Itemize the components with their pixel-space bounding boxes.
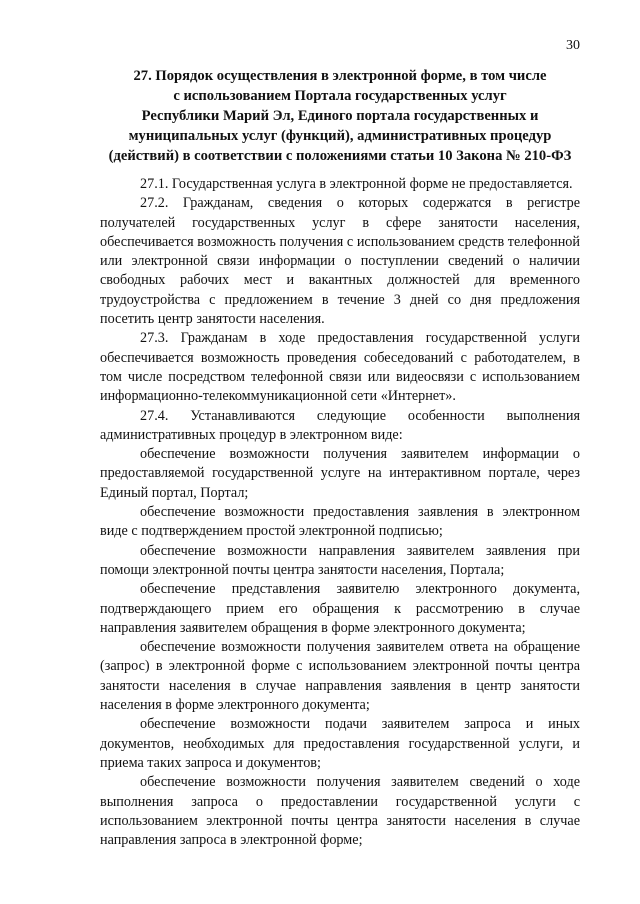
page-number: 30: [566, 38, 580, 53]
list-item: обеспечение возможности направления заявителем заявления при помощи электронной почты центра занятости населения, Портала;: [100, 542, 580, 578]
body-text: [100, 175, 580, 850]
list-item: обеспечение возможности получения заявителем информации о предоставляемой государственной услуге на интерактивном портале, через Единый портал, Портал;: [100, 446, 580, 501]
list-item: обеспечение возможности предоставления заявления в электронном виде с подтверждением простой электронной подписью;: [100, 504, 580, 540]
list-item: обеспечение представления заявителю электронного документа, подтверждающего прием его обращения к рассмотрению в случае направления заявителем обращения в форме электронного документа;: [100, 581, 580, 636]
heading-line: 27. Порядок осуществления в электронной форме, в том числе: [133, 68, 547, 84]
list-item: обеспечение возможности получения заявителем ответа на обращение (запрос) в электронной форме с использованием электронной почты центра занятости населения в случае направления заявления в центр занятости населения в форме электронного документа;: [100, 639, 580, 714]
list-item: обеспечение возможности получения заявителем сведений о ходе выполнения запроса о предоставлении государственной услуги с использованием электронной почты центра занятости населения в случае направления запроса в электронной форме;: [100, 774, 580, 849]
heading-line: муниципальных услуг (функций), административных процедур: [128, 128, 552, 144]
list-item: обеспечение возможности подачи заявителем запроса и иных документов, необходимых для предоставления государственной услуги, и приема таких запроса и документов;: [100, 716, 580, 771]
paragraph-27-2: 27.2. Гражданам, сведения о которых содержатся в регистре получателей государственных услуг в сфере занятости населения, обеспечивается возможность получения с использованием средств телефонной или электронной связи информации о поступлении сведений о наличии свободных рабочих мест и вакантных должностей для временного трудоустройства с предложением в течение 3 дней со дня предложения посетить центр занятости населения.: [100, 195, 580, 328]
heading-line: (действий) в соответствии с положениями статьи 10 Закона № 210-ФЗ: [108, 148, 572, 164]
section-heading: [100, 66, 580, 166]
paragraph-27-3: 27.3. Гражданам в ходе предоставления государственной услуги обеспечивается возможность проведения собеседований с работодателем, в том числе посредством телефонной связи или видеосвязи с использованием информационно-телекоммуникационной сети «Интернет».: [100, 330, 580, 405]
paragraph-27-4: 27.4. Устанавливаются следующие особенности выполнения административных процедур в электронном виде:: [100, 407, 580, 443]
heading-line: Республики Марий Эл, Единого портала государственных и: [141, 108, 539, 124]
paragraph-27-1: 27.1. Государственная услуга в электронной форме не предоставляется.: [140, 176, 573, 192]
heading-line: с использованием Портала государственных услуг: [173, 88, 507, 104]
